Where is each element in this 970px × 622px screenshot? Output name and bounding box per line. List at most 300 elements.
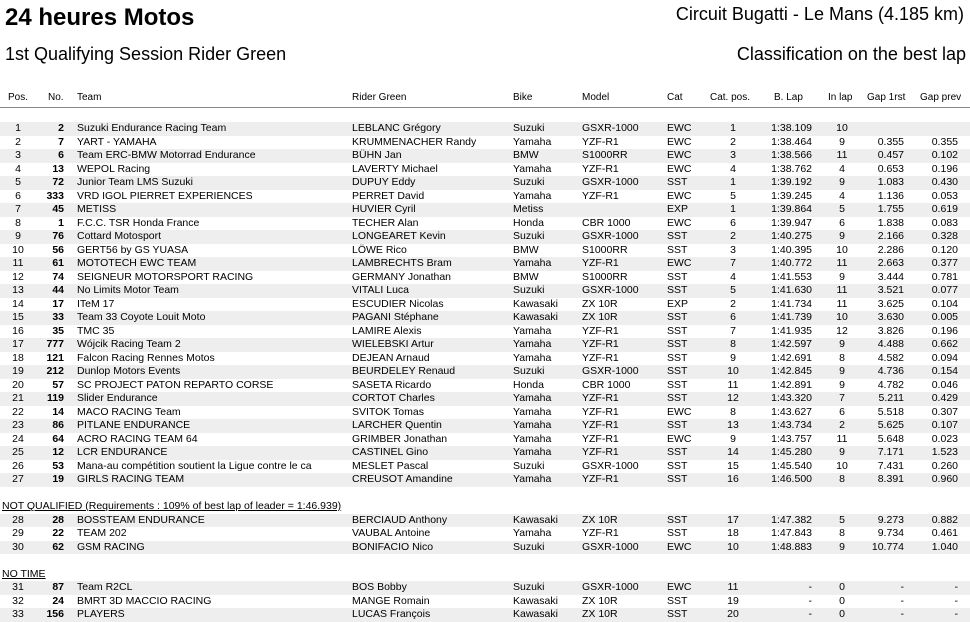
cell-cat: SST bbox=[667, 527, 688, 539]
table-row bbox=[0, 244, 970, 258]
cell-team: Falcon Racing Rennes Motos bbox=[77, 351, 215, 364]
cell-team: Cottard Motosport bbox=[77, 230, 162, 242]
cell-cat-pos: 6 bbox=[730, 216, 736, 229]
cell-gap-prev: 0.005 bbox=[931, 311, 958, 323]
cell-in-lap: 8 bbox=[839, 351, 845, 364]
cell-rider: LARCHER Quentin bbox=[352, 419, 442, 431]
cell-bike: Yamaha bbox=[513, 405, 552, 418]
table-row bbox=[0, 527, 970, 541]
cell-number: 64 bbox=[52, 432, 64, 445]
cell-number: 62 bbox=[52, 540, 64, 553]
cell-gap-first: 1.083 bbox=[877, 176, 904, 188]
cell-gap-first: 5.625 bbox=[877, 419, 904, 431]
cell-number: 45 bbox=[52, 203, 64, 215]
cell-team: Slider Endurance bbox=[77, 392, 158, 404]
cell-in-lap: 9 bbox=[839, 338, 845, 350]
cell-team: ACRO RACING TEAM 64 bbox=[77, 432, 198, 445]
table-row bbox=[0, 325, 970, 339]
cell-bike: Kawasaki bbox=[513, 297, 558, 310]
cell-in-lap: 8 bbox=[839, 527, 845, 539]
cell-pos: 6 bbox=[15, 189, 21, 202]
cell-cat-pos: 18 bbox=[727, 527, 739, 539]
cell-pos: 5 bbox=[15, 176, 21, 188]
cell-best-lap: - bbox=[808, 594, 812, 607]
cell-cat-pos: 4 bbox=[730, 162, 736, 175]
cell-model: GSXR-1000 bbox=[582, 230, 639, 242]
cell-model: ZX 10R bbox=[582, 608, 618, 620]
cell-cat: EWC bbox=[667, 405, 692, 418]
cell-pos: 30 bbox=[12, 540, 24, 553]
cell-cat-pos: 5 bbox=[730, 189, 736, 202]
cell-bike: Kawasaki bbox=[513, 311, 558, 323]
cell-cat: SST bbox=[667, 351, 688, 364]
cell-cat: EWC bbox=[667, 122, 692, 134]
cell-rider: DEJEAN Arnaud bbox=[352, 351, 430, 364]
cell-bike: Yamaha bbox=[513, 324, 552, 337]
cell-best-lap: 1:43.734 bbox=[771, 419, 812, 431]
cell-cat-pos: 1 bbox=[730, 176, 736, 188]
cell-cat-pos: 4 bbox=[730, 270, 736, 283]
cell-pos: 23 bbox=[12, 419, 24, 431]
cell-number: 28 bbox=[52, 513, 64, 526]
cell-rider: PAGANI Stéphane bbox=[352, 311, 439, 323]
cell-gap-first: - bbox=[900, 594, 904, 607]
cell-cat: EWC bbox=[667, 581, 692, 593]
cell-rider: LÖWE Rico bbox=[352, 243, 407, 256]
cell-number: 22 bbox=[52, 527, 64, 539]
cell-bike: Yamaha bbox=[513, 392, 552, 404]
cell-pos: 20 bbox=[12, 378, 24, 391]
cell-cat: EWC bbox=[667, 257, 692, 269]
cell-best-lap: 1:38.109 bbox=[771, 122, 812, 134]
cell-model: ZX 10R bbox=[582, 513, 618, 526]
cell-model: GSXR-1000 bbox=[582, 122, 639, 134]
cell-cat-pos: 12 bbox=[727, 392, 739, 404]
cell-gap-first: 4.488 bbox=[877, 338, 904, 350]
cell-pos: 14 bbox=[12, 297, 24, 310]
cell-pos: 1 bbox=[15, 122, 21, 134]
table-header bbox=[0, 92, 970, 104]
cell-rider: ESCUDIER Nicolas bbox=[352, 297, 444, 310]
cell-gap-prev: 0.260 bbox=[931, 459, 958, 472]
cell-best-lap: 1:42.597 bbox=[771, 338, 812, 350]
table-row bbox=[0, 541, 970, 555]
cell-pos: 18 bbox=[12, 351, 24, 364]
cell-cat: EWC bbox=[667, 135, 692, 148]
cell-in-lap: 7 bbox=[839, 392, 845, 404]
cell-team: Junior Team LMS Suzuki bbox=[77, 176, 193, 188]
col-gap-prev: Gap prev bbox=[920, 92, 962, 103]
cell-team: LCR ENDURANCE bbox=[77, 446, 168, 458]
cell-number: 7 bbox=[58, 135, 64, 148]
cell-pos: 24 bbox=[12, 432, 24, 445]
cell-in-lap: 9 bbox=[839, 176, 845, 188]
cell-model: S1000RR bbox=[582, 149, 628, 161]
page-title: 24 heures Motos bbox=[5, 4, 195, 31]
cell-bike: Kawasaki bbox=[513, 608, 558, 620]
table-row bbox=[0, 595, 970, 609]
cell-best-lap: - bbox=[808, 608, 812, 620]
cell-cat: SST bbox=[667, 243, 688, 256]
cell-model: ZX 10R bbox=[582, 297, 618, 310]
cell-gap-first: 9.734 bbox=[877, 527, 904, 539]
cell-model: YZF-R1 bbox=[582, 446, 619, 458]
cell-team: TMC 35 bbox=[77, 324, 115, 337]
cell-model: GSXR-1000 bbox=[582, 459, 639, 472]
cell-model: S1000RR bbox=[582, 270, 628, 283]
col-cat-pos: Cat. pos. bbox=[710, 92, 751, 103]
cell-cat: SST bbox=[667, 446, 688, 458]
cell-pos: 26 bbox=[12, 459, 24, 472]
cell-in-lap: 0 bbox=[839, 608, 845, 620]
table-row bbox=[0, 419, 970, 433]
cell-best-lap: 1:43.627 bbox=[771, 405, 812, 418]
cell-team: METISS bbox=[77, 203, 117, 215]
cell-number: 24 bbox=[52, 594, 64, 607]
cell-rider: BONIFACIO Nico bbox=[352, 540, 434, 553]
cell-model: YZF-R1 bbox=[582, 405, 619, 418]
col-rider: Rider Green bbox=[352, 92, 407, 103]
cell-pos: 22 bbox=[12, 405, 24, 418]
cell-cat-pos: 15 bbox=[727, 459, 739, 472]
cell-rider: LUCAS François bbox=[352, 608, 431, 620]
cell-gap-prev: 0.781 bbox=[931, 270, 958, 283]
cell-bike: Honda bbox=[513, 216, 544, 229]
cell-number: 56 bbox=[52, 243, 64, 256]
table-row bbox=[0, 136, 970, 150]
cell-cat-pos: 8 bbox=[730, 405, 736, 418]
cell-cat-pos: 1 bbox=[730, 203, 736, 215]
not-qualified-heading bbox=[0, 500, 970, 514]
cell-number: 121 bbox=[46, 351, 64, 364]
cell-team: PLAYERS bbox=[77, 608, 125, 620]
cell-bike: Yamaha bbox=[513, 338, 552, 350]
cell-bike: Suzuki bbox=[513, 176, 545, 188]
cell-best-lap: 1:41.739 bbox=[771, 311, 812, 323]
cell-team: MOTOTECH EWC TEAM bbox=[77, 257, 197, 269]
cell-cat-pos: 10 bbox=[727, 365, 739, 377]
cell-pos: 19 bbox=[12, 365, 24, 377]
cell-rider: WIELEBSKI Artur bbox=[352, 338, 434, 350]
cell-gap-prev: 0.107 bbox=[931, 419, 958, 431]
table-row bbox=[0, 379, 970, 393]
cell-gap-prev: 0.104 bbox=[931, 297, 958, 310]
cell-best-lap: 1:39.192 bbox=[771, 176, 812, 188]
cell-cat: SST bbox=[667, 284, 688, 296]
cell-bike: Yamaha bbox=[513, 527, 552, 539]
cell-number: 2 bbox=[58, 122, 64, 134]
cell-pos: 17 bbox=[12, 338, 24, 350]
col-best-lap: B. Lap bbox=[774, 92, 803, 103]
cell-rider: PERRET David bbox=[352, 189, 425, 202]
cell-cat-pos: 10 bbox=[727, 540, 739, 553]
cell-cat-pos: 8 bbox=[730, 338, 736, 350]
cell-gap-prev: 0.307 bbox=[931, 405, 958, 418]
cell-cat: SST bbox=[667, 365, 688, 377]
cell-number: 333 bbox=[46, 189, 64, 202]
circuit-name: Circuit Bugatti - Le Mans (4.185 km) bbox=[675, 4, 964, 24]
cell-best-lap: 1:43.320 bbox=[771, 392, 812, 404]
cell-bike: Yamaha bbox=[513, 419, 552, 431]
cell-gap-first: 3.521 bbox=[877, 284, 904, 296]
cell-bike: Suzuki bbox=[513, 230, 545, 242]
cell-cat-pos: 9 bbox=[730, 351, 736, 364]
cell-number: 87 bbox=[52, 581, 64, 593]
cell-cat-pos: 13 bbox=[727, 419, 739, 431]
cell-gap-first: 5.211 bbox=[878, 392, 904, 404]
section-spacer bbox=[0, 487, 970, 501]
cell-gap-first: 3.826 bbox=[877, 324, 904, 337]
col-team: Team bbox=[77, 92, 102, 103]
cell-model: YZF-R1 bbox=[582, 432, 619, 445]
cell-number: 35 bbox=[52, 324, 64, 337]
cell-in-lap: 8 bbox=[839, 473, 845, 485]
cell-number: 72 bbox=[52, 176, 64, 188]
cell-team: F.C.C. TSR Honda France bbox=[77, 216, 200, 229]
cell-gap-first: 2.286 bbox=[877, 243, 904, 256]
cell-best-lap: 1:45.280 bbox=[771, 446, 812, 458]
cell-model: S1000RR bbox=[582, 243, 628, 256]
cell-team: TEAM 202 bbox=[77, 527, 127, 539]
cell-in-lap: 10 bbox=[836, 459, 848, 472]
cell-gap-first: 1.136 bbox=[877, 189, 904, 202]
cell-cat: EWC bbox=[667, 162, 692, 175]
cell-gap-first: 2.166 bbox=[877, 230, 904, 242]
cell-in-lap: 11 bbox=[836, 432, 848, 445]
cell-cat-pos: 2 bbox=[730, 230, 736, 242]
cell-rider: SASETA Ricardo bbox=[352, 378, 432, 391]
cell-gap-prev: - bbox=[954, 608, 958, 620]
cell-number: 777 bbox=[46, 338, 64, 350]
cell-model: YZF-R1 bbox=[582, 135, 619, 148]
cell-in-lap: 10 bbox=[836, 243, 848, 256]
table-row bbox=[0, 392, 970, 406]
table-row bbox=[0, 446, 970, 460]
results-table bbox=[0, 122, 970, 622]
table-row bbox=[0, 433, 970, 447]
header-divider bbox=[0, 107, 970, 108]
table-row bbox=[0, 230, 970, 244]
cell-number: 6 bbox=[58, 149, 64, 161]
cell-in-lap: 11 bbox=[836, 284, 848, 296]
cell-number: 12 bbox=[52, 446, 64, 458]
cell-team: SEIGNEUR MOTORSPORT RACING bbox=[77, 270, 254, 283]
cell-pos: 13 bbox=[12, 284, 24, 296]
cell-team: GSM RACING bbox=[77, 540, 145, 553]
cell-best-lap: 1:41.935 bbox=[771, 324, 812, 337]
cell-best-lap: 1:43.757 bbox=[771, 432, 812, 445]
cell-team: No Limits Motor Team bbox=[77, 284, 179, 296]
cell-gap-first: 0.355 bbox=[877, 135, 904, 148]
cell-gap-first: 7.431 bbox=[877, 459, 904, 472]
cell-in-lap: 6 bbox=[839, 405, 845, 418]
cell-model: YZF-R1 bbox=[582, 257, 619, 269]
cell-gap-first: 4.782 bbox=[877, 378, 904, 391]
cell-team: MACO RACING Team bbox=[77, 405, 181, 418]
cell-gap-first: 4.582 bbox=[877, 351, 904, 364]
cell-in-lap: 9 bbox=[839, 378, 845, 391]
table-row bbox=[0, 190, 970, 204]
cell-rider: BÜHN Jan bbox=[352, 149, 402, 161]
cell-gap-prev: 0.430 bbox=[931, 176, 958, 188]
cell-model: GSXR-1000 bbox=[582, 581, 639, 593]
cell-team: GIRLS RACING TEAM bbox=[77, 473, 185, 485]
cell-best-lap: 1:42.691 bbox=[771, 351, 812, 364]
cell-rider: BEURDELEY Renaud bbox=[352, 365, 456, 377]
cell-best-lap: 1:47.382 bbox=[771, 513, 812, 526]
cell-bike: Yamaha bbox=[513, 189, 552, 202]
cell-cat: SST bbox=[667, 311, 688, 323]
cell-model: YZF-R1 bbox=[582, 392, 619, 404]
cell-team: BMRT 3D MACCIO RACING bbox=[77, 594, 212, 607]
cell-cat: SST bbox=[667, 608, 688, 620]
table-row bbox=[0, 163, 970, 177]
cell-cat-pos: 3 bbox=[730, 243, 736, 256]
cell-gap-first: 8.391 bbox=[877, 473, 904, 485]
cell-best-lap: 1:41.553 bbox=[771, 270, 812, 283]
cell-pos: 3 bbox=[15, 149, 21, 161]
cell-in-lap: 11 bbox=[836, 149, 848, 161]
cell-gap-prev: 1.523 bbox=[931, 446, 958, 458]
classification-label: Classification on the best lap bbox=[736, 44, 966, 64]
cell-cat: SST bbox=[667, 270, 688, 283]
cell-bike: Yamaha bbox=[513, 446, 552, 458]
cell-model: YZF-R1 bbox=[582, 162, 619, 175]
cell-gap-prev: 0.196 bbox=[931, 162, 958, 175]
cell-in-lap: 6 bbox=[839, 216, 845, 229]
cell-model: ZX 10R bbox=[582, 311, 618, 323]
cell-pos: 7 bbox=[15, 203, 21, 215]
cell-pos: 10 bbox=[12, 243, 24, 256]
cell-number: 61 bbox=[52, 257, 64, 269]
cell-cat: EXP bbox=[667, 297, 689, 310]
cell-best-lap: 1:45.540 bbox=[771, 459, 812, 472]
cell-best-lap: 1:39.864 bbox=[771, 203, 812, 215]
cell-number: 17 bbox=[52, 297, 64, 310]
cell-gap-prev: 0.619 bbox=[931, 203, 958, 215]
table-row bbox=[0, 298, 970, 312]
cell-pos: 12 bbox=[12, 270, 24, 283]
cell-model: GSXR-1000 bbox=[582, 540, 639, 553]
table-row bbox=[0, 460, 970, 474]
cell-best-lap: 1:42.845 bbox=[771, 365, 812, 377]
cell-rider: LONGEARET Kevin bbox=[352, 230, 446, 242]
cell-gap-first: 9.273 bbox=[877, 513, 904, 526]
cell-rider: LAMIRE Alexis bbox=[352, 324, 422, 337]
table-row bbox=[0, 608, 970, 622]
cell-rider: KRUMMENACHER Randy bbox=[352, 135, 477, 148]
cell-cat: EWC bbox=[667, 149, 692, 161]
cell-cat: SST bbox=[667, 419, 688, 431]
cell-pos: 2 bbox=[15, 135, 21, 148]
cell-in-lap: 9 bbox=[839, 135, 845, 148]
cell-number: 86 bbox=[52, 419, 64, 431]
cell-gap-first: 0.457 bbox=[877, 149, 904, 161]
cell-bike: Yamaha bbox=[513, 432, 552, 445]
cell-cat-pos: 20 bbox=[727, 608, 739, 620]
cell-pos: 27 bbox=[12, 473, 24, 485]
cell-cat: SST bbox=[667, 473, 688, 485]
cell-gap-prev: 0.120 bbox=[931, 243, 958, 256]
session-subtitle: 1st Qualifying Session Rider Green bbox=[5, 44, 287, 64]
cell-gap-first: 5.518 bbox=[877, 405, 904, 418]
not-qualified-heading-label: NOT QUALIFIED (Requirements : 109% of best lap of leader = 1:46.939) bbox=[2, 500, 342, 512]
table-row bbox=[0, 149, 970, 163]
cell-model: ZX 10R bbox=[582, 594, 618, 607]
cell-cat: SST bbox=[667, 324, 688, 337]
cell-bike: Yamaha bbox=[513, 257, 552, 269]
cell-in-lap: 2 bbox=[839, 419, 845, 431]
cell-rider: LEBLANC Grégory bbox=[352, 122, 441, 134]
cell-in-lap: 12 bbox=[836, 324, 848, 337]
cell-gap-prev: 0.355 bbox=[931, 135, 958, 148]
cell-pos: 28 bbox=[12, 513, 24, 526]
cell-gap-prev: 0.196 bbox=[931, 324, 958, 337]
cell-team: SC PROJECT PATON REPARTO CORSE bbox=[77, 378, 274, 391]
cell-gap-prev: 0.046 bbox=[931, 378, 958, 391]
cell-team: Team 33 Coyote Louit Moto bbox=[77, 311, 206, 323]
cell-bike: Yamaha bbox=[513, 135, 552, 148]
cell-best-lap: 1:38.566 bbox=[771, 149, 812, 161]
cell-in-lap: 10 bbox=[836, 122, 848, 134]
cell-rider: LAMBRECHTS Bram bbox=[352, 257, 452, 269]
cell-number: 76 bbox=[52, 230, 64, 242]
col-bike: Bike bbox=[513, 92, 533, 103]
cell-team: Mana-au compétition soutient la Ligue contre le ca bbox=[77, 459, 312, 472]
cell-gap-first: 3.630 bbox=[877, 311, 904, 323]
cell-rider: VAUBAL Antoine bbox=[352, 527, 431, 539]
cell-number: 13 bbox=[52, 162, 64, 175]
cell-gap-first: 2.663 bbox=[877, 257, 904, 269]
cell-cat: EWC bbox=[667, 189, 692, 202]
cell-cat-pos: 2 bbox=[730, 135, 736, 148]
table-row bbox=[0, 271, 970, 285]
cell-team: BOSSTEAM ENDURANCE bbox=[77, 513, 205, 526]
table-row bbox=[0, 473, 970, 487]
cell-bike: BMW bbox=[513, 270, 539, 283]
cell-cat-pos: 14 bbox=[727, 446, 739, 458]
cell-cat: EXP bbox=[667, 203, 689, 215]
cell-best-lap: 1:46.500 bbox=[771, 473, 812, 485]
cell-rider: MANGE Romain bbox=[352, 594, 430, 607]
cell-bike: Suzuki bbox=[513, 122, 545, 134]
cell-in-lap: 9 bbox=[839, 540, 845, 553]
table-row bbox=[0, 514, 970, 528]
cell-in-lap: 4 bbox=[839, 189, 845, 202]
cell-bike: Suzuki bbox=[513, 284, 545, 296]
table-row bbox=[0, 122, 970, 136]
cell-number: 14 bbox=[52, 405, 64, 418]
cell-in-lap: 0 bbox=[839, 581, 845, 593]
cell-in-lap: 9 bbox=[839, 270, 845, 283]
cell-best-lap: 1:47.843 bbox=[771, 527, 812, 539]
cell-gap-prev: 0.083 bbox=[931, 216, 958, 229]
cell-pos: 8 bbox=[15, 216, 21, 229]
cell-model: CBR 1000 bbox=[582, 216, 631, 229]
cell-best-lap: 1:40.395 bbox=[771, 243, 812, 256]
table-row bbox=[0, 203, 970, 217]
cell-best-lap: 1:41.734 bbox=[771, 297, 812, 310]
cell-bike: Kawasaki bbox=[513, 513, 558, 526]
cell-team: PITLANE ENDURANCE bbox=[77, 419, 191, 431]
cell-cat-pos: 16 bbox=[727, 473, 739, 485]
cell-model: CBR 1000 bbox=[582, 378, 631, 391]
cell-number: 33 bbox=[52, 311, 64, 323]
cell-cat-pos: 7 bbox=[730, 257, 736, 269]
cell-cat-pos: 9 bbox=[730, 432, 736, 445]
cell-in-lap: 5 bbox=[839, 513, 845, 526]
cell-in-lap: 11 bbox=[836, 257, 848, 269]
